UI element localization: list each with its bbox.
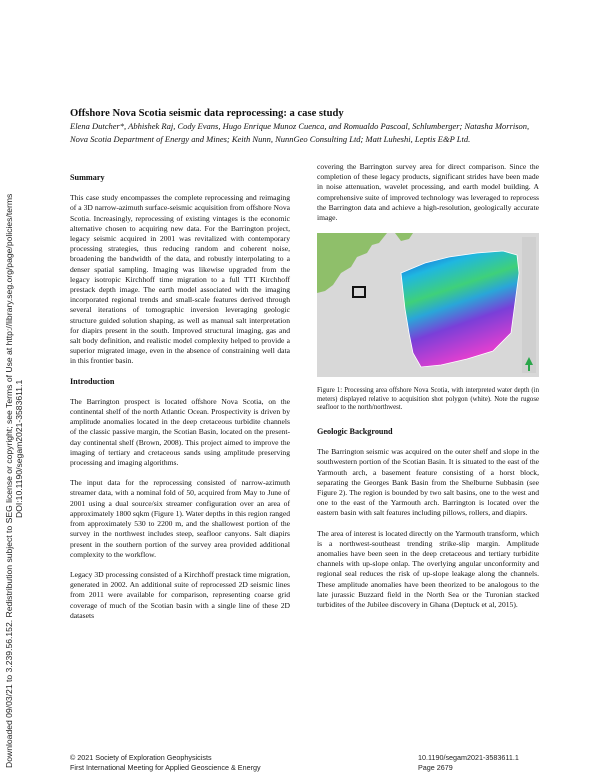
geo-paragraph-1: The Barrington seismic was acquired on the outer shelf and slope in the southwestern portion of the Scotian Basin. It is situated to the east of the Yarmouth arch, a basement feature consisting of a horst block, separating the Georges Bank Basin from the Shelburne Subbasin (see Figure 2). The region is bounded by two salt basins, one to the west and one to the east of the Yarmouth arch. Barrington is located over the eastern basin with salt features including pillows, rollers, and diapirs. xyxy=(317,447,539,518)
sidebar-line-1: Downloaded 09/03/21 to 3.239.56.152. Redistribution subject to SEG license or copyright; see Terms of Use at http://library.seg.org/page/policies/terms xyxy=(4,193,14,768)
summary-heading: Summary xyxy=(70,173,105,182)
figure-1-caption: Figure 1: Processing area offshore Nova Scotia, with interpreted water depth (in meters) displayed relative to acquisition shot polygon (white). Note the rugose seafloor to the north/northwest. xyxy=(317,387,539,412)
map-graphic xyxy=(317,233,539,377)
intro-paragraph-1: The Barrington prospect is located offshore Nova Scotia, on the continental shelf of the north Atlantic Ocean. Prospectivity is driven by amplitude anomalies located in the deep cretaceous turbidite channels of the classic passive margin, the Scotian Basin, located on the present-day continental shelf (Brown, 2008). This project aimed to improve the imaging of tertiary and cretaceous sands using amplitude preserving processing and imaging algorithms. xyxy=(70,396,290,468)
left-column xyxy=(70,173,290,631)
sidebar-line-2: DOI:10.1190/segam2021-3583611.1 xyxy=(13,379,24,518)
sidebar-download-notice xyxy=(2,8,24,768)
footer-meeting: First International Meeting for Applied Geoscience & Energy xyxy=(70,762,261,772)
paper-authors: Elena Dutcher*, Abhishek Raj, Cody Evans, Hugo Enrique Munoz Cuenca, and Romualdo Pascoal, Schlumberger; Natasha Morrison, Nova Scotia Department of Energy and Mines; Keith Nunn, NunnGeo Consulting Ltd; Matt Luheshi, Leptis E&P Ltd. xyxy=(70,121,530,144)
footer-copyright: © 2021 Society of Exploration Geophysicists xyxy=(70,753,212,762)
footer-page: Page 2679 xyxy=(418,762,453,772)
figure-1-map xyxy=(317,233,539,377)
map-frame-strip xyxy=(522,237,536,373)
intro-paragraph-2: The input data for the reprocessing consisted of narrow-azimuth streamer data, with a nominal fold of 50, acquired from May to June of 2001 using a dual source/six streamer configuration over an area of approximately 1800 sqkm (Figure 1). Water depths in this region ranged from approximately 530 to 2200 m, and the shallowest portion of the survey in the northwest includes steep, seafloor canyons. Salt diapirs present in the southern portion of the survey area provided additional complexity to the workflow. xyxy=(70,478,290,559)
footer-doi: 10.1190/segam2021-3583611.1 xyxy=(418,753,519,762)
sidebar-text xyxy=(5,8,24,768)
intro-paragraph-3: Legacy 3D processing consisted of a Kirchhoff prestack time migration, generated in 2002. An additional suite of reprocessed 2D seismic lines from 2011 were available for comparison, representing coarse grid coverage of much of the Scotian basin with a single line of these 2D datasets xyxy=(70,569,290,620)
footer-right xyxy=(418,753,519,772)
summary-paragraph: This case study encompasses the complete reprocessing and reimaging of a 3D narrow-azimuth surface-seismic acquisition from offshore Nova Scotia. Increasingly, reprocessing of existing vintages is the economic alternative chosen to acquiring new data. For the Barrington project, legacy seismic acquired in 2001 was revitalized with contemporary processing strategies, thus reducing random and coherent noise, broadening the bandwidth of the data, and robustly interpolating to a denser spatial sampling. Imaging was likewise upgraded from the legacy isotropic Kirchhoff time migration to a full TTI Kirchhoff prestack depth image. The earth model associated with the imaging incorporated regional trends and small-scale features derived through several iterations of tomographic inversion leveraging geologic structure guided solution shaping, as well as manual salt interpretation for diapirs present in the south. Improved structural imaging, gas and salt body definition, and realistic model complexity helped to provide a superior migrated image, even in the absence of constraining well data in this frontier basin. xyxy=(70,193,290,366)
footer-left xyxy=(70,753,261,772)
continued-paragraph: covering the Barrington survey area for direct comparison. Since the completion of these legacy products, significant strides have been made in noise attenuation, wavelet processing, and earth model building. A comprehensive suite of improved technology was leveraged to reprocess the Barrington data and achieve a high-resolution, geologically accurate image. xyxy=(317,162,539,223)
introduction-heading: Introduction xyxy=(70,376,115,386)
right-column xyxy=(317,162,539,620)
paper-title: Offshore Nova Scotia seismic data reprocessing: a case study xyxy=(70,108,344,119)
geo-paragraph-2: The area of interest is located directly on the Yarmouth transform, which is a northwest-southeast trending strike-slip margin. Amplitude anomalies have been seen in the deep cretaceous and tertiary turbidite channels with up-slope onlap. The overlying angular unconformity and regional seal reduces the risk of up-slope leakage along the channels. These amplitude anomalies have been theorized to be analogous to the late jurassic Buzzard field in the North Sea or the Turonian stacked turbidites of the Jubilee discovery in Ghana (Deptuck et al, 2015). xyxy=(317,528,539,610)
geologic-background-heading: Geologic Background xyxy=(317,427,393,436)
